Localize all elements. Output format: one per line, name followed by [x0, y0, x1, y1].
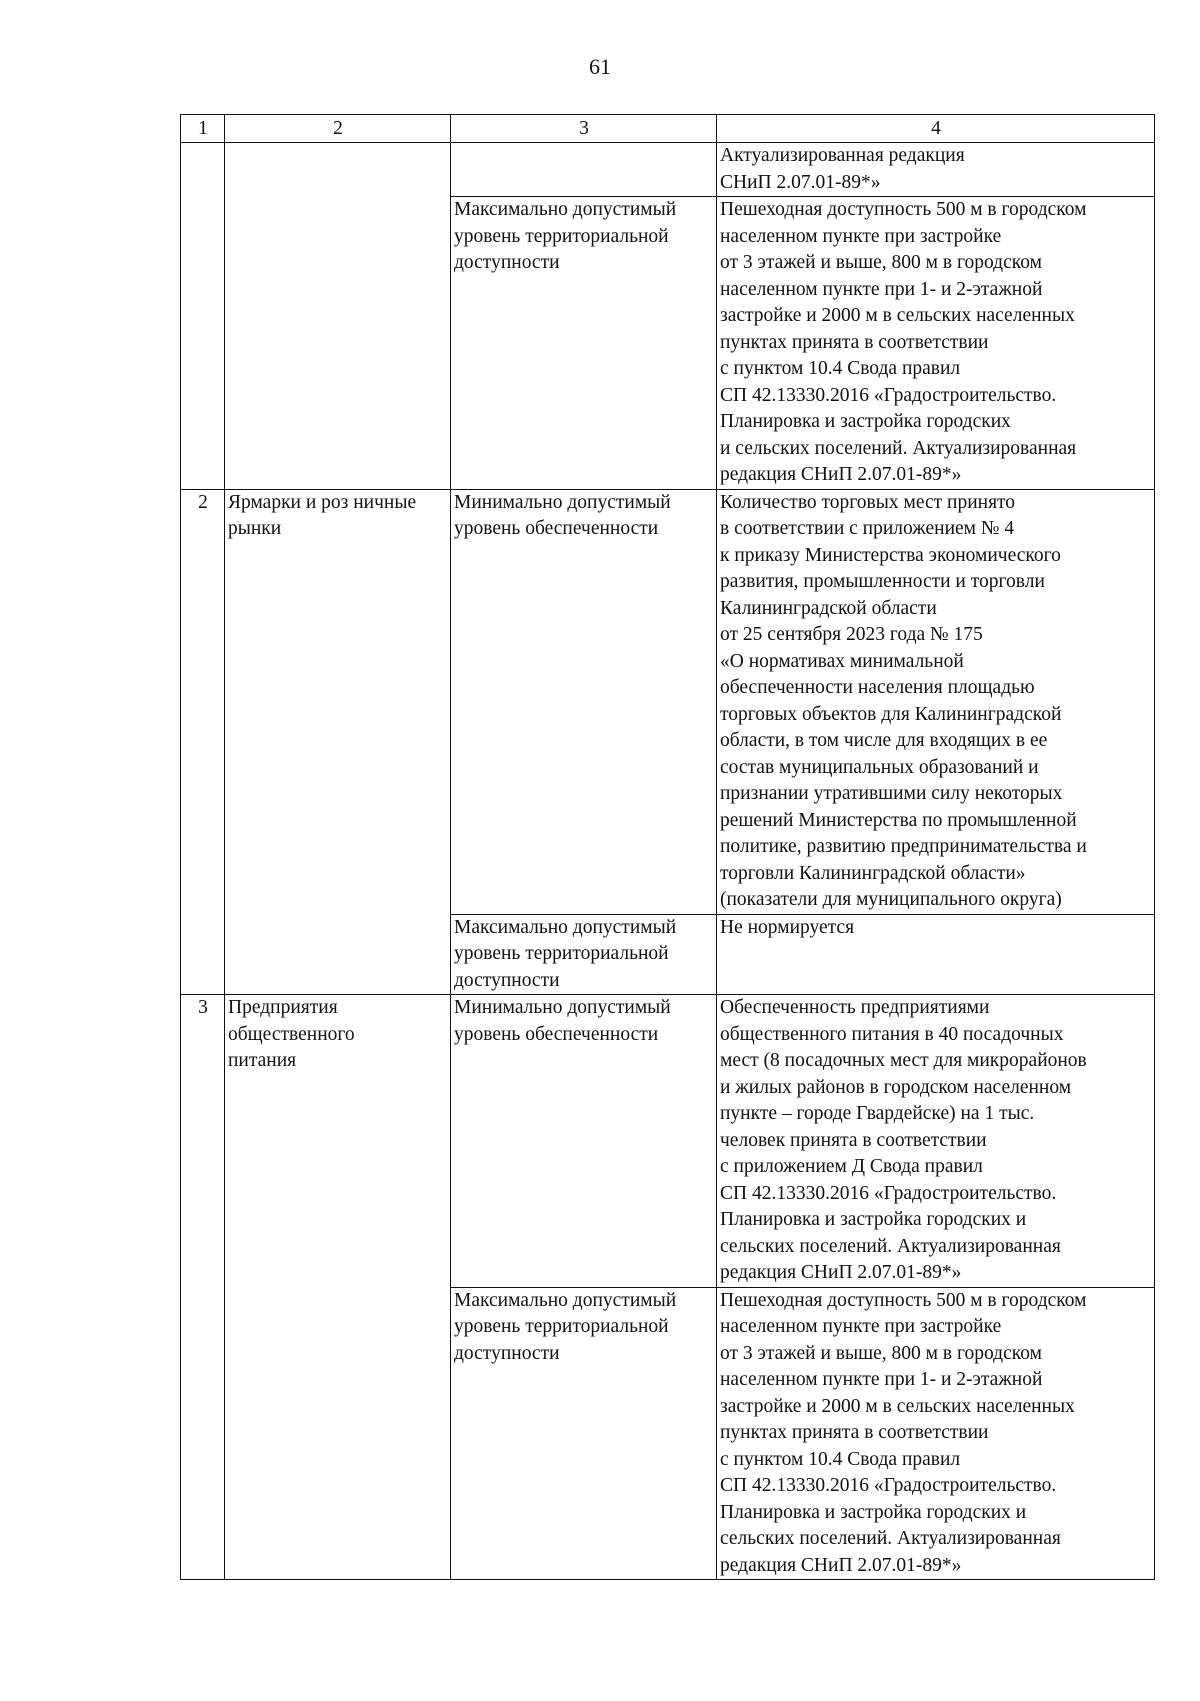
page-number: 61 — [589, 54, 611, 79]
column-header-4: 4 — [717, 115, 1155, 143]
object-name-cell — [225, 143, 451, 490]
table-row — [181, 489, 1155, 914]
value-cell: Количество торговых мест принято в соответствии с приложением № 4 к приказу Министерства экономического развития, промышленности и торговли Калининградской области от 25 сентября 2023 года № 175 «О нормативах минимальной обеспеченности населения площадью торговых объектов для Калининградской области, в том числе для входящих в ее состав муниципальных образований и признании утратившими силу некоторых решений Министерства по промышленной политике, развитию предпринимательства и торговли Калининградской области» (показатели для муниципального округа) — [717, 489, 1155, 914]
column-header-2: 2 — [225, 115, 451, 143]
row-number: 2 — [181, 489, 225, 995]
indicator-cell: Максимально допустимый уровень территориальной доступности — [451, 197, 717, 490]
value-cell: Пешеходная доступность 500 м в городском населенном пункте при застройке от 3 этажей и выше, 800 м в городском населенном пункте при 1- и 2-этажной застройке и 2000 м в сельских населенных пунктах принята в соответствии с пунктом 10.4 Свода правил СП 42.13330.2016 «Градостроительство. Планировка и застройка городских и сельских поселений. Актуализированная редакция СНиП 2.07.01-89*» — [717, 197, 1155, 490]
indicator-cell — [451, 143, 717, 197]
row-number — [181, 143, 225, 490]
row-number: 3 — [181, 995, 225, 1580]
norms-table — [180, 114, 1155, 1580]
column-header-3: 3 — [451, 115, 717, 143]
value-cell: Пешеходная доступность 500 м в городском населенном пункте при застройке от 3 этажей и выше, 800 м в городском населенном пункте при 1- и 2-этажной застройке и 2000 м в сельских населенных пунктах принята в соответствии с пунктом 10.4 Свода правил СП 42.13330.2016 «Градостроительство. Планировка и застройка городских и сельских поселений. Актуализированная редакция СНиП 2.07.01-89*» — [717, 1287, 1155, 1580]
indicator-cell: Минимально допустимый уровень обеспеченности — [451, 995, 717, 1288]
value-cell: Актуализированная редакция СНиП 2.07.01-89*» — [717, 143, 1155, 197]
object-name-cell: Ярмарки и роз ничные рынки — [225, 489, 451, 995]
value-cell: Обеспеченность предприятиями общественного питания в 40 посадочных мест (8 посадочных мест для микрорайонов и жилых районов в городском населенном пункте – городе Гвардейске) на 1 тыс. человек принята в соответствии с приложением Д Свода правил СП 42.13330.2016 «Градостроительство. Планировка и застройка городских и сельских поселений. Актуализированная редакция СНиП 2.07.01-89*» — [717, 995, 1155, 1288]
table-header-row — [181, 115, 1155, 143]
indicator-cell: Максимально допустимый уровень территориальной доступности — [451, 914, 717, 995]
object-name-cell: Предприятия общественного питания — [225, 995, 451, 1580]
indicator-cell: Максимально допустимый уровень территориальной доступности — [451, 1287, 717, 1580]
table-row — [181, 143, 1155, 197]
column-header-1: 1 — [181, 115, 225, 143]
table-row — [181, 995, 1155, 1288]
value-cell: Не нормируется — [717, 914, 1155, 995]
indicator-cell: Минимально допустимый уровень обеспеченности — [451, 489, 717, 914]
